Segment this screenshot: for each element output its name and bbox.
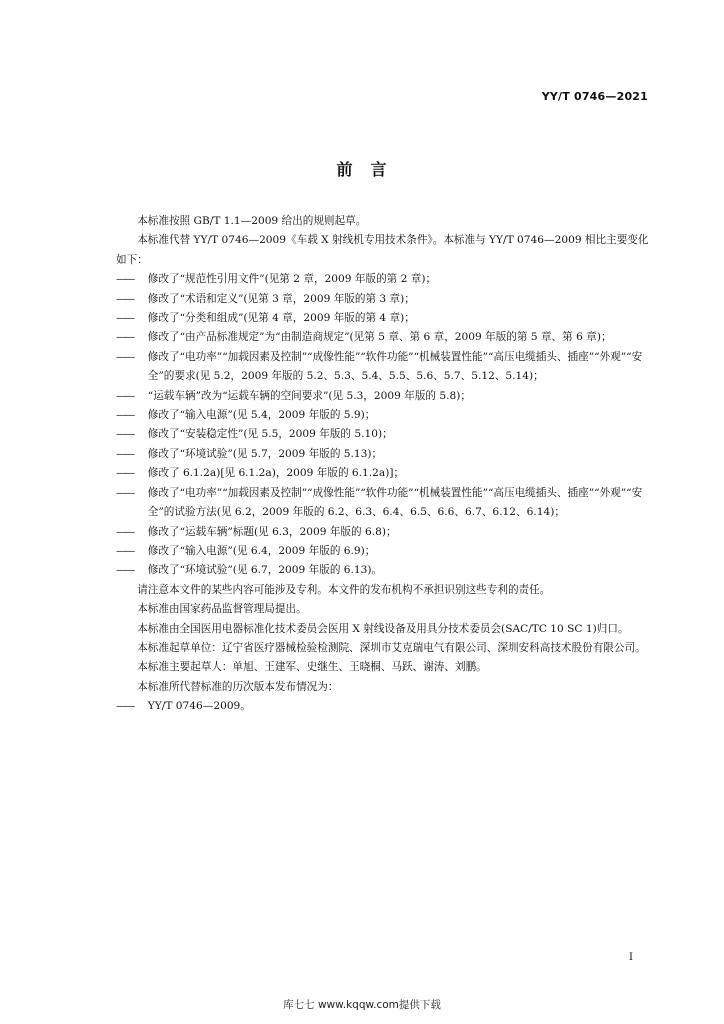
- change-item: [116, 523, 652, 542]
- committee-statement: 本标准由全国医用电器标准化技术委员会医用 X 射线设备及用具分技术委员会(SAC/TC 10 SC 1)归口。: [137, 622, 629, 635]
- item-dash: ——: [116, 486, 134, 499]
- item-dash: ——: [116, 292, 134, 305]
- change-item: [116, 484, 652, 523]
- change-item: [116, 328, 652, 347]
- item-dash: ——: [116, 428, 134, 441]
- document-body: [116, 212, 652, 717]
- change-item-text: 修改了“术语和定义”(见第 3 章，2009 年版的第 3 章)；: [147, 292, 415, 305]
- history-item-text: YY/T 0746—2009。: [147, 700, 251, 713]
- drafting-organizations: 本标准起草单位：辽宁省医疗器械检验检测院、深圳市艾克瑞电气有限公司、深圳安科高技术股份有限公司。: [137, 641, 646, 654]
- change-item-text: 修改了“规范性引用文件”(见第 2 章，2009 年版的第 2 章)；: [147, 273, 437, 286]
- item-dash: ——: [116, 700, 134, 713]
- change-item-text: 修改了 6.1.2a)[见 6.1.2a)，2009 年版的 6.1.2a)]；: [147, 467, 405, 480]
- change-item-text: 修改了“电功率”“加载因素及控制”“成像性能”“软件功能”“机械装置性能”“高压电缆插头、插座”“外观”“安全”的试验方法(见 6.2，2009 年版的 6.2、6.3、6.4、6.5、6.6、6.7、6.12、6.14)；: [147, 486, 643, 519]
- history-heading: 本标准所代替标准的历次版本发布情况为：: [137, 680, 339, 693]
- change-item: [116, 348, 652, 387]
- item-dash: ——: [116, 409, 134, 422]
- proposer-statement: 本标准由国家药品监督管理局提出。: [137, 603, 307, 616]
- change-item-text: 修改了“环境试验”(见 5.7，2009 年版的 5.13)；: [147, 447, 383, 460]
- download-watermark: 库七七 www.kqqw.com提供下载: [283, 999, 441, 1011]
- item-dash: ——: [116, 544, 134, 557]
- change-item: [116, 464, 652, 483]
- change-item-text: 修改了“输入电源”(见 5.4，2009 年版的 5.9)；: [147, 409, 376, 422]
- change-item: [116, 290, 652, 309]
- history-item: [116, 697, 652, 716]
- change-list: [116, 270, 652, 581]
- standard-code: YY/T 0746—2021: [541, 90, 648, 103]
- change-item-text: 修改了“由产品标准规定”为“由制造商规定”(见第 5 章、第 6 章，2009 年版的第 5 章、第 6 章)；: [147, 331, 612, 344]
- page-title: 前 言: [336, 160, 388, 179]
- change-item-text: 修改了“运载车辆”标题(见 6.3，2009 年版的 6.8)；: [147, 525, 397, 538]
- drafters: 本标准主要起草人：单旭、王建军、史继生、王晓桐、马跃、谢涛、刘鹏。: [137, 661, 487, 674]
- change-item: [116, 445, 652, 464]
- intro-paragraph-drafting-rule: 本标准按照 GB/T 1.1—2009 给出的规则起草。: [137, 215, 367, 227]
- item-dash: ——: [116, 312, 134, 325]
- item-dash: ——: [116, 564, 134, 577]
- change-item: [116, 561, 652, 580]
- change-item-text: 修改了“输入电源”(见 6.4，2009 年版的 6.9)；: [147, 544, 376, 557]
- item-dash: ——: [116, 389, 134, 402]
- change-item-text: 修改了“安装稳定性”(见 5.5，2009 年版的 5.10)；: [147, 428, 393, 441]
- item-dash: ——: [116, 467, 134, 480]
- change-item: [116, 387, 652, 406]
- change-item-text: 修改了“环境试验”(见 6.7，2009 年版的 6.13)。: [147, 564, 383, 577]
- change-item: [116, 425, 652, 444]
- item-dash: ——: [116, 331, 134, 344]
- item-dash: ——: [116, 525, 134, 538]
- item-dash: ——: [116, 273, 134, 286]
- change-item: [116, 309, 652, 328]
- item-dash: ——: [116, 447, 134, 460]
- item-dash: ——: [116, 350, 134, 363]
- change-item-text: 修改了“分类和组成”(见第 4 章，2009 年版的第 4 章)；: [147, 312, 415, 325]
- change-item-text: “运载车辆”改为“运载车辆的空间要求”(见 5.3，2009 年版的 5.8)；: [147, 389, 471, 402]
- page-number: I: [629, 952, 633, 963]
- change-item: [116, 542, 652, 561]
- patent-notice: 请注意本文件的某些内容可能涉及专利。本文件的发布机构不承担识别这些专利的责任。: [137, 583, 551, 596]
- intro-paragraph-replaces: 本标准代替 YY/T 0746—2009《车载 X 射线机专用技术条件》。本标准与 YY/T 0746—2009 相比主要变化如下：: [116, 234, 649, 266]
- change-item: [116, 270, 652, 289]
- change-item: [116, 406, 652, 425]
- change-item-text: 修改了“电功率”“加载因素及控制”“成像性能”“软件功能”“机械装置性能”“高压电缆插头、插座”“外观”“安全”的要求(见 5.2，2009 年版的 5.2、5.3、5.4、5.5、5.6、5.7、5.12、5.14)；: [147, 350, 643, 383]
